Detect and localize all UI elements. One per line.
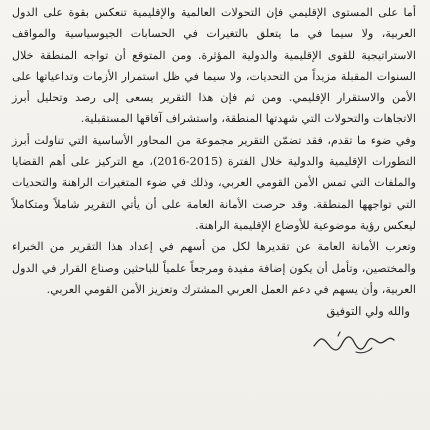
closing-line: والله ولي التوفيق [326, 304, 410, 319]
paragraph-1: أما على المستوى الإقليمي فإن التحولات العالمية والإقليمية تنعكس بقوة على الدول العربية، ولا سيما في ما يتعلق بالتغيرات في الحسابات الجيوسياسية والمواقف الاستراتيجية للقوى الإقليمية والدولية المؤثرة. ومن المتوقع أن تواجه المنطقة خلال السنوات المقبلة مزيداً من التحديات، ولا سيما في ظل استمرار الأزمات وتداعياتها على الأمن والاستقرار الإقليمي. ومن ثم فإن هذا التقرير يسعى إلى رصد وتحليل أبرز الاتجاهات والتحولات التي شهدتها المنطقة، واستشراف آفاقها المستقبلية. [12, 6, 416, 126]
document-body [12, 2, 416, 300]
paragraph-3: وتعرب الأمانة العامة عن تقديرها لكل من أسهم في إعداد هذا التقرير من الخبراء والمختصين، وتأمل أن يكون إضافة مفيدة ومرجعاً علمياً للباحثين وصناع القرار في الدول العربية، وأن يسهم في دعم العمل العربي المشترك وتعزيز الأمن القومي العربي. [12, 240, 416, 296]
paragraph-2: وفي ضوء ما تقدم، فقد تضمّن التقرير مجموعة من المحاور الأساسية التي تناولت أبرز التطورات الإقليمية والدولية خلال الفترة (2015-2016)، مع التركيز على أهم القضايا والملفات التي تمس الأمن القومي العربي، وذلك في ضوء المتغيرات الراهنة والتحديات التي تواجهها المنطقة. وقد حرصت الأمانة العامة على أن يأتي التقرير شاملاً ومتكاملاً ليعكس رؤية موضوعية للأوضاع الإقليمية الراهنة. [12, 133, 416, 232]
handwritten-signature [308, 330, 398, 358]
